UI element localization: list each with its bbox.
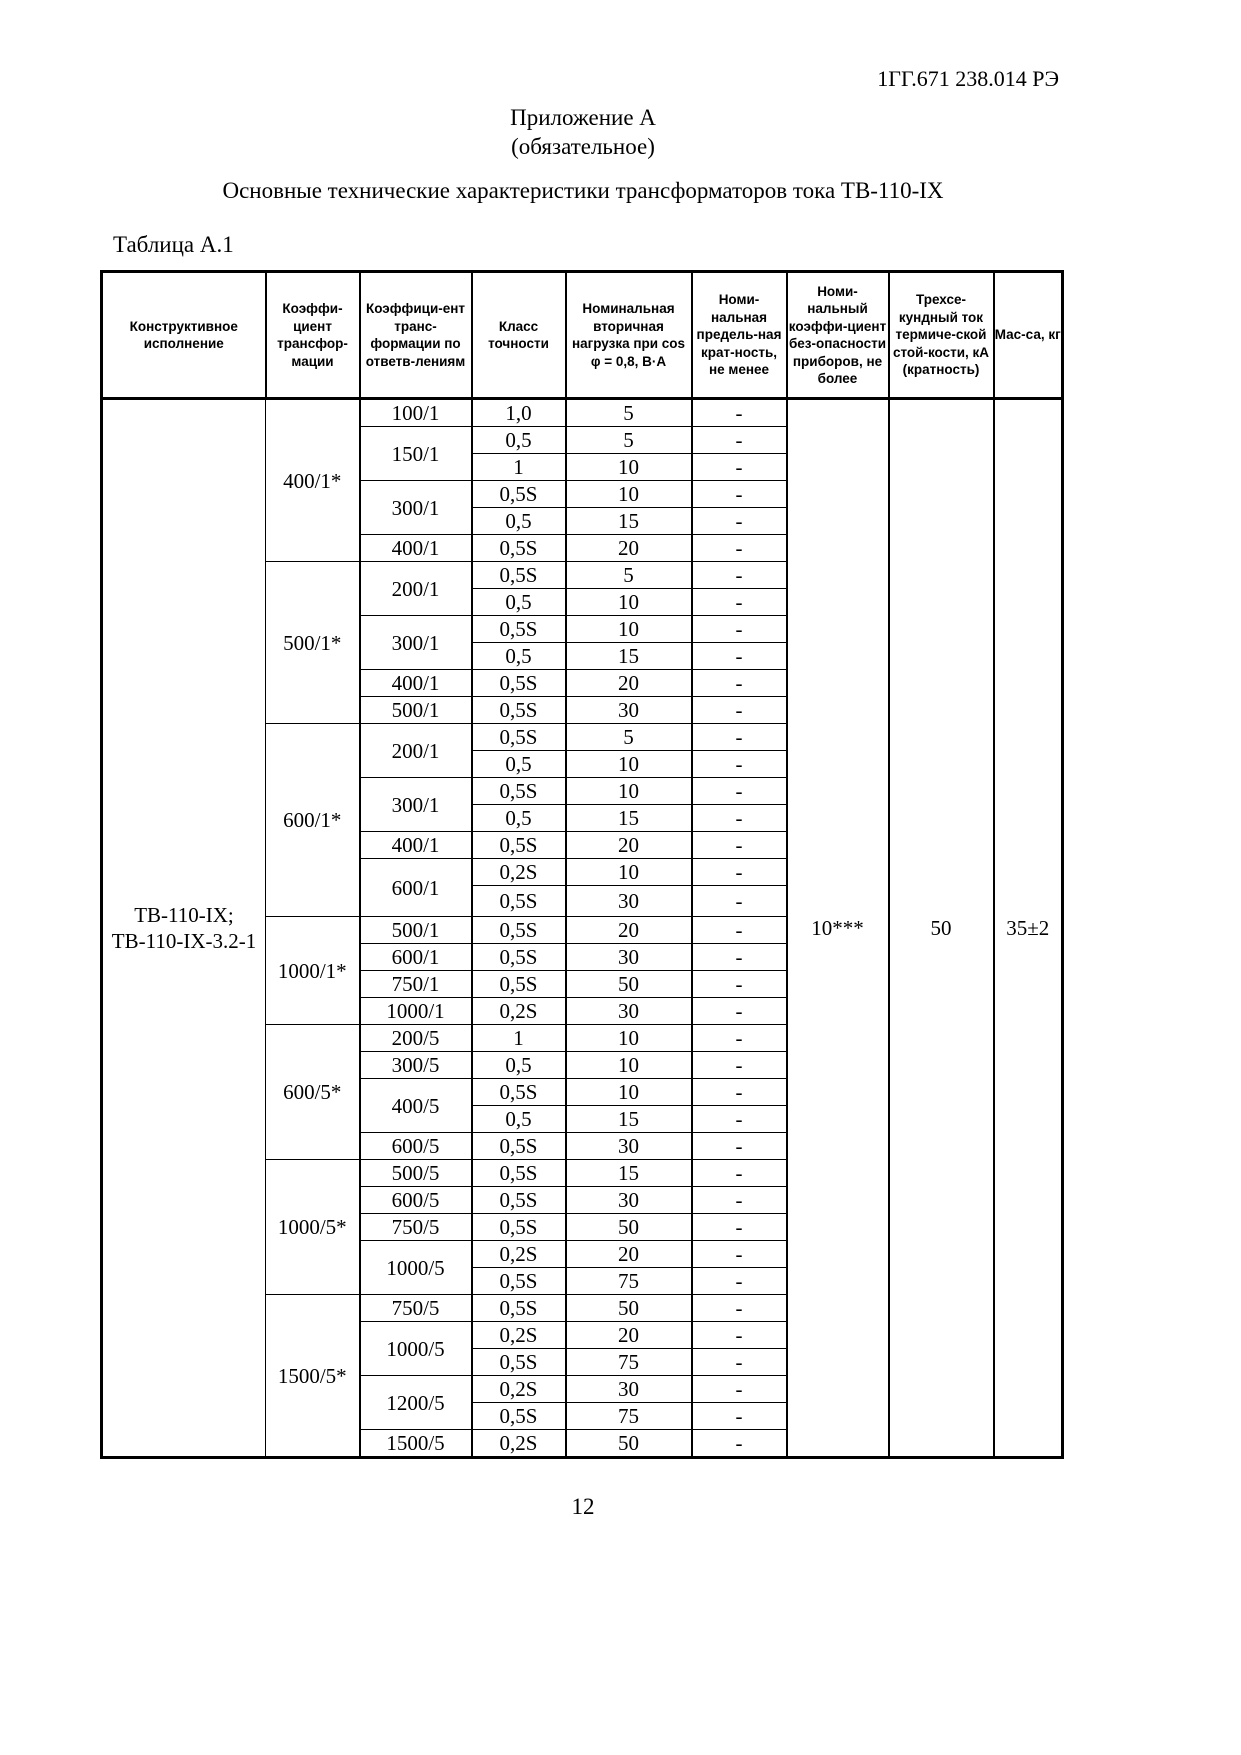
accuracy-class-cell: 0,5S: [472, 535, 566, 562]
col-header-accuracy-class: Класс точности: [472, 272, 566, 399]
limit-factor-cell: -: [692, 724, 787, 751]
accuracy-class-cell: 0,5: [472, 589, 566, 616]
accuracy-class-cell: 1,0: [472, 399, 566, 427]
tap-ratio-cell: 1500/5: [360, 1430, 472, 1458]
tap-ratio-cell: 400/5: [360, 1079, 472, 1133]
tap-ratio-cell: 400/1: [360, 670, 472, 697]
secondary-load-cell: 50: [566, 1295, 692, 1322]
accuracy-class-cell: 0,5S: [472, 1295, 566, 1322]
limit-factor-cell: -: [692, 1160, 787, 1187]
tap-ratio-cell: 600/1: [360, 944, 472, 971]
secondary-load-cell: 75: [566, 1268, 692, 1295]
limit-factor-cell: -: [692, 917, 787, 944]
secondary-load-cell: 10: [566, 589, 692, 616]
accuracy-class-cell: 0,5S: [472, 1160, 566, 1187]
page-number: 12: [571, 1494, 595, 1519]
limit-factor-cell: -: [692, 832, 787, 859]
page-title: Основные технические характеристики трансформаторов тока ТВ-110-IX: [222, 178, 944, 203]
limit-factor-cell: -: [692, 886, 787, 917]
accuracy-class-cell: 0,2S: [472, 859, 566, 886]
secondary-load-cell: 75: [566, 1403, 692, 1430]
accuracy-class-cell: 0,5S: [472, 562, 566, 589]
limit-factor-cell: -: [692, 454, 787, 481]
limit-factor-cell: -: [692, 1106, 787, 1133]
limit-factor-cell: -: [692, 1322, 787, 1349]
table-header-row: [102, 272, 1063, 399]
tap-ratio-cell: 500/1: [360, 697, 472, 724]
limit-factor-cell: -: [692, 562, 787, 589]
col-header-mass: Мас-са, кг: [994, 272, 1063, 399]
ratio-cell: 1500/5*: [266, 1295, 360, 1458]
accuracy-class-cell: 0,5: [472, 1106, 566, 1133]
secondary-load-cell: 75: [566, 1349, 692, 1376]
secondary-load-cell: 10: [566, 616, 692, 643]
secondary-load-cell: 30: [566, 886, 692, 917]
limit-factor-cell: -: [692, 1241, 787, 1268]
secondary-load-cell: 5: [566, 399, 692, 427]
accuracy-class-cell: 0,5S: [472, 1133, 566, 1160]
accuracy-class-cell: 0,5: [472, 805, 566, 832]
secondary-load-cell: 5: [566, 724, 692, 751]
col-header-secondary-load: Номинальная вторичная нагрузка при cos φ = 0,8, В·А: [566, 272, 692, 399]
secondary-load-cell: 30: [566, 1133, 692, 1160]
accuracy-class-cell: 0,5S: [472, 944, 566, 971]
secondary-load-cell: 50: [566, 971, 692, 998]
secondary-load-cell: 10: [566, 778, 692, 805]
secondary-load-cell: 20: [566, 832, 692, 859]
secondary-load-cell: 30: [566, 944, 692, 971]
secondary-load-cell: 15: [566, 643, 692, 670]
limit-factor-cell: -: [692, 1403, 787, 1430]
ratio-cell: 1000/1*: [266, 917, 360, 1025]
limit-factor-cell: -: [692, 643, 787, 670]
secondary-load-cell: 15: [566, 805, 692, 832]
tap-ratio-cell: 200/5: [360, 1025, 472, 1052]
accuracy-class-cell: 0,5S: [472, 1187, 566, 1214]
secondary-load-cell: 5: [566, 562, 692, 589]
limit-factor-cell: -: [692, 944, 787, 971]
appendix-title: Приложение А: [510, 105, 656, 130]
tap-ratio-cell: 150/1: [360, 427, 472, 481]
limit-factor-cell: -: [692, 1268, 787, 1295]
limit-factor-cell: -: [692, 1025, 787, 1052]
secondary-load-cell: 30: [566, 697, 692, 724]
mass-cell: 35±2: [994, 399, 1063, 1458]
tap-ratio-cell: 300/5: [360, 1052, 472, 1079]
accuracy-class-cell: 0,5S: [472, 697, 566, 724]
secondary-load-cell: 10: [566, 1079, 692, 1106]
accuracy-class-cell: 0,5: [472, 643, 566, 670]
secondary-load-cell: 20: [566, 917, 692, 944]
accuracy-class-cell: 0,5: [472, 508, 566, 535]
tap-ratio-cell: 1000/5: [360, 1241, 472, 1295]
accuracy-class-cell: 0,5: [472, 1052, 566, 1079]
tap-ratio-cell: 400/1: [360, 832, 472, 859]
limit-factor-cell: -: [692, 481, 787, 508]
ratio-cell: 500/1*: [266, 562, 360, 724]
tap-ratio-cell: 500/5: [360, 1160, 472, 1187]
secondary-load-cell: 30: [566, 1187, 692, 1214]
limit-factor-cell: -: [692, 778, 787, 805]
col-header-ratio: Коэффи-циент трансфор-мации: [266, 272, 360, 399]
tap-ratio-cell: 200/1: [360, 562, 472, 616]
appendix-note: (обязательное): [511, 134, 655, 159]
tap-ratio-cell: 600/5: [360, 1187, 472, 1214]
secondary-load-cell: 30: [566, 1376, 692, 1403]
limit-factor-cell: -: [692, 751, 787, 778]
limit-factor-cell: -: [692, 670, 787, 697]
ratio-cell: 1000/5*: [266, 1160, 360, 1295]
secondary-load-cell: 50: [566, 1430, 692, 1458]
tap-ratio-cell: 600/1: [360, 859, 472, 917]
limit-factor-cell: -: [692, 805, 787, 832]
accuracy-class-cell: 0,5S: [472, 670, 566, 697]
appendix-heading: [0, 103, 1166, 161]
limit-factor-cell: -: [692, 1214, 787, 1241]
secondary-load-cell: 20: [566, 670, 692, 697]
limit-factor-cell: -: [692, 1376, 787, 1403]
tap-ratio-cell: 400/1: [360, 535, 472, 562]
tap-ratio-cell: 1000/5: [360, 1322, 472, 1376]
accuracy-class-cell: 0,5S: [472, 917, 566, 944]
tap-ratio-cell: 500/1: [360, 917, 472, 944]
limit-factor-cell: -: [692, 697, 787, 724]
secondary-load-cell: 5: [566, 427, 692, 454]
tap-ratio-cell: 300/1: [360, 778, 472, 832]
tap-ratio-cell: 300/1: [360, 616, 472, 670]
secondary-load-cell: 20: [566, 1241, 692, 1268]
limit-factor-cell: -: [692, 1349, 787, 1376]
limit-factor-cell: -: [692, 1079, 787, 1106]
tap-ratio-cell: 750/5: [360, 1295, 472, 1322]
limit-factor-cell: -: [692, 1295, 787, 1322]
accuracy-class-cell: 0,2S: [472, 1376, 566, 1403]
accuracy-class-cell: 0,5S: [472, 481, 566, 508]
limit-factor-cell: -: [692, 427, 787, 454]
tap-ratio-cell: 100/1: [360, 399, 472, 427]
accuracy-class-cell: 0,5S: [472, 1268, 566, 1295]
tap-ratio-cell: 1000/1: [360, 998, 472, 1025]
col-header-safety-factor: Номи-нальный коэффи-циент без-опасности приборов, не более: [787, 272, 889, 399]
ratio-cell: 600/5*: [266, 1025, 360, 1160]
tap-ratio-cell: 1200/5: [360, 1376, 472, 1430]
secondary-load-cell: 50: [566, 1214, 692, 1241]
limit-factor-cell: -: [692, 508, 787, 535]
secondary-load-cell: 10: [566, 481, 692, 508]
ratio-cell: 600/1*: [266, 724, 360, 917]
accuracy-class-cell: 0,5: [472, 427, 566, 454]
col-header-design: Конструктивное исполнение: [102, 272, 266, 399]
secondary-load-cell: 10: [566, 1052, 692, 1079]
document-code: 1ГГ.671 238.014 РЭ: [877, 66, 1059, 91]
limit-factor-cell: -: [692, 859, 787, 886]
accuracy-class-cell: 0,2S: [472, 1241, 566, 1268]
limit-factor-cell: -: [692, 998, 787, 1025]
tap-ratio-cell: 600/5: [360, 1133, 472, 1160]
secondary-load-cell: 10: [566, 859, 692, 886]
ratio-cell: 400/1*: [266, 399, 360, 562]
accuracy-class-cell: 0,2S: [472, 1430, 566, 1458]
thermal-current-cell: 50: [889, 399, 994, 1458]
design-line-2: ТВ-110-IX-3.2-1: [111, 929, 257, 953]
accuracy-class-cell: 1: [472, 454, 566, 481]
limit-factor-cell: -: [692, 616, 787, 643]
tap-ratio-cell: 300/1: [360, 481, 472, 535]
limit-factor-cell: -: [692, 589, 787, 616]
limit-factor-cell: -: [692, 1430, 787, 1458]
specifications-table: [100, 270, 1064, 1459]
table-label: Таблица А.1: [113, 232, 234, 257]
secondary-load-cell: 15: [566, 1106, 692, 1133]
secondary-load-cell: 20: [566, 1322, 692, 1349]
design-cell: [102, 399, 266, 1458]
secondary-load-cell: 10: [566, 751, 692, 778]
accuracy-class-cell: 0,5S: [472, 971, 566, 998]
secondary-load-cell: 20: [566, 535, 692, 562]
accuracy-class-cell: 0,5S: [472, 724, 566, 751]
limit-factor-cell: -: [692, 535, 787, 562]
accuracy-class-cell: 0,5S: [472, 1403, 566, 1430]
tap-ratio-cell: 750/1: [360, 971, 472, 998]
table-row: [102, 399, 1063, 427]
col-header-tap-ratio: Коэффици-ент транс-формации по ответв-лениям: [360, 272, 472, 399]
accuracy-class-cell: 0,5S: [472, 1214, 566, 1241]
accuracy-class-cell: 0,5S: [472, 886, 566, 917]
limit-factor-cell: -: [692, 1052, 787, 1079]
accuracy-class-cell: 0,5S: [472, 616, 566, 643]
table-body: [102, 399, 1063, 1458]
accuracy-class-cell: 0,2S: [472, 998, 566, 1025]
accuracy-class-cell: 0,5S: [472, 1079, 566, 1106]
accuracy-class-cell: 1: [472, 1025, 566, 1052]
col-header-thermal-current: Трехсе-кундный ток термиче-ской стой-кости, кА (кратность): [889, 272, 994, 399]
design-line-1: ТВ-110-IX;: [134, 903, 234, 927]
accuracy-class-cell: 0,2S: [472, 1322, 566, 1349]
accuracy-class-cell: 0,5S: [472, 832, 566, 859]
accuracy-class-cell: 0,5S: [472, 778, 566, 805]
col-header-limit-factor: Номи-нальная предель-ная крат-ность, не менее: [692, 272, 787, 399]
secondary-load-cell: 10: [566, 1025, 692, 1052]
tap-ratio-cell: 750/5: [360, 1214, 472, 1241]
secondary-load-cell: 30: [566, 998, 692, 1025]
limit-factor-cell: -: [692, 399, 787, 427]
secondary-load-cell: 15: [566, 1160, 692, 1187]
limit-factor-cell: -: [692, 1187, 787, 1214]
limit-factor-cell: -: [692, 1133, 787, 1160]
accuracy-class-cell: 0,5: [472, 751, 566, 778]
safety-factor-cell: 10***: [787, 399, 889, 1458]
secondary-load-cell: 15: [566, 508, 692, 535]
tap-ratio-cell: 200/1: [360, 724, 472, 778]
secondary-load-cell: 10: [566, 454, 692, 481]
accuracy-class-cell: 0,5S: [472, 1349, 566, 1376]
limit-factor-cell: -: [692, 971, 787, 998]
